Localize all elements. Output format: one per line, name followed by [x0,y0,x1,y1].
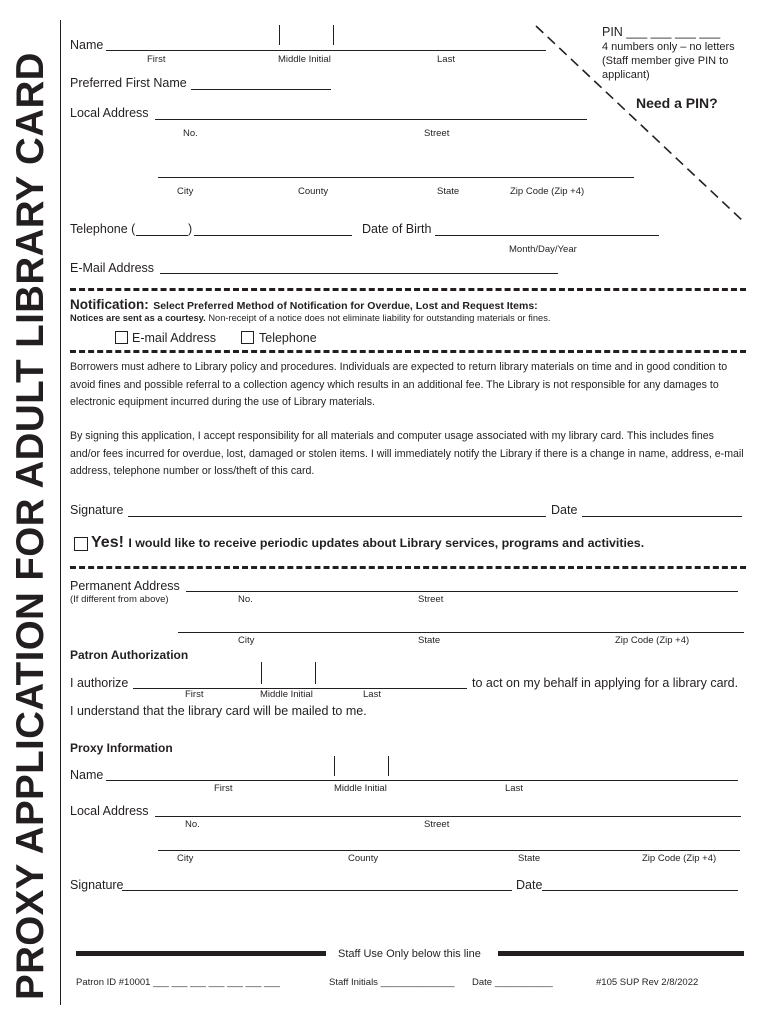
proxy-address-label: Local Address [70,804,149,818]
proxy-first-hint: First [214,783,233,794]
auth-last-hint: Last [363,689,381,700]
staff-initials-field[interactable]: Staff Initials ______________ [329,977,455,988]
telephone-paren: ) [188,222,193,236]
notification-title: Notification: [70,297,149,312]
courtesy-bold: Notices are sent as a courtesy. [70,313,206,323]
dob-hint: Month/Day/Year [509,244,577,255]
pin-hint-1: 4 numbers only – no letters [602,41,735,53]
section-divider [70,350,746,353]
proxy-zip-hint: Zip Code (Zip +4) [642,853,717,864]
proxy-name-label: Name [70,768,104,782]
city-hint: City [177,186,194,197]
telephone-label: Telephone ( [70,222,136,236]
notification-instruction: Select Preferred Method of Notification for Overdue, Lost and Request Items: [153,300,538,312]
updates-text: I would like to receive periodic updates about Library services, programs and activities. [128,536,645,550]
proxy-county-hint: County [348,853,379,864]
name-divider [279,25,280,45]
area-code-field[interactable] [136,235,188,236]
proxy-state-hint: State [518,853,541,864]
dob-label: Date of Birth [362,222,432,236]
signature-label: Signature [70,503,124,517]
county-hint: County [298,186,329,197]
behalf-text: to act on my behalf in applying for a library card. [472,676,739,690]
side-divider [60,20,61,1005]
permanent-address-label: Permanent Address [70,579,180,593]
updates-checkbox[interactable] [74,537,88,551]
patron-authorization-heading: Patron Authorization [70,648,189,662]
pin-label [602,25,720,39]
street-hint: Street [424,128,450,139]
section-divider [70,566,746,569]
zip-hint: Zip Code (Zip +4) [510,186,585,197]
proxy-date-label: Date [516,878,543,892]
no-hint: No. [183,128,198,139]
updates-yes: Yes! [91,534,124,551]
name-divider [315,662,316,684]
permanent-address-field[interactable] [186,591,738,592]
preferred-name-field[interactable] [191,89,331,90]
first-hint: First [147,54,166,65]
form-number: #105 SUP Rev 2/8/2022 [596,977,699,988]
updates-opt-in [91,534,644,552]
telephone-option-checkbox[interactable] [241,331,254,344]
patron-id-field[interactable]: Patron ID #10001 ___ ___ ___ ___ ___ ___ ___ [76,977,280,988]
mailed-statement: I understand that the library card will be mailed to me. [70,704,367,718]
policy-paragraph: Borrowers must adhere to Library policy and procedures. Individuals are expected to return library materials on time and in good condition to avoid fines and possible referral to a collection agency which results in an additional fee. The Library is not responsible for any damages to electronic equipment incurred during the use of Library materials. [70,361,728,408]
telephone-option-label: Telephone [259,331,317,345]
proxy-last-hint: Last [505,783,523,794]
signature-date-label: Date [551,503,578,517]
permanent-city-hint: City [238,635,255,646]
proxy-name-field[interactable] [106,780,738,781]
proxy-signature-label: Signature [70,878,124,892]
proxy-street-hint: Street [424,819,450,830]
name-divider [334,756,335,776]
dob-field[interactable] [435,235,659,236]
signature-date-field[interactable] [582,516,742,517]
name-label: Name [70,38,104,52]
proxy-date-field[interactable] [542,890,738,891]
permanent-zip-hint: Zip Code (Zip +4) [615,635,690,646]
need-pin-text: Need a PIN? [636,95,718,111]
authorize-label: I authorize [70,676,129,690]
email-option-label: E-mail Address [132,331,217,345]
proxy-city-field[interactable] [158,850,740,851]
pin-label-text: PIN [602,25,623,39]
state-hint: State [437,186,460,197]
name-divider [388,756,389,776]
auth-first-hint: First [185,689,204,700]
email-label: E-Mail Address [70,261,155,275]
proxy-no-hint: No. [185,819,200,830]
section-divider [70,288,746,291]
email-option-checkbox[interactable] [115,331,128,344]
last-hint: Last [437,54,455,65]
form-side-title: PROXY APPLICATION FOR ADULT LIBRARY CARD [9,52,52,1000]
middle-hint: Middle Initial [278,54,331,65]
permanent-state-hint: State [418,635,441,646]
staff-divider-left [76,951,326,956]
auth-middle-hint: Middle Initial [260,689,313,700]
pin-field[interactable]: ___ ___ ___ ___ [626,25,721,39]
proxy-address-field[interactable] [155,816,741,817]
permanent-no-hint: No. [238,594,253,605]
courtesy-note [70,313,550,323]
preferred-name-label: Preferred First Name [70,76,187,90]
pin-hint-3: applicant) [602,69,650,81]
pin-hint-2: (Staff member give PIN to [602,55,729,67]
name-divider [261,662,262,684]
permanent-address-hint: (If different from above) [70,594,169,605]
name-divider [333,25,334,45]
permanent-city-field[interactable] [178,632,744,633]
proxy-city-hint: City [177,853,194,864]
notification-heading [70,296,538,314]
local-address-field[interactable] [155,119,587,120]
proxy-middle-hint: Middle Initial [334,783,387,794]
local-address-label: Local Address [70,106,149,120]
name-field[interactable] [106,50,546,51]
courtesy-text: Non-receipt of a notice does not eliminate liability for outstanding materials or fines. [208,313,551,323]
staff-date-field[interactable]: Date ___________ [472,977,553,988]
proxy-information-heading: Proxy Information [70,741,173,755]
permanent-street-hint: Street [418,594,444,605]
staff-divider-right [498,951,744,956]
staff-use-heading: Staff Use Only below this line [338,948,481,960]
email-field[interactable] [160,273,558,274]
proxy-signature-field[interactable] [122,890,512,891]
signature-field[interactable] [128,516,546,517]
telephone-field[interactable] [194,235,352,236]
agreement-paragraph: By signing this application, I accept responsibility for all materials and computer usage associated with my library card. This includes fines and/or fees incurred for overdue, lost, damaged or stolen items. I will immediately notify the Library if there is a change in name, address, e-mail address, telephone number or loss/theft of this card. [70,430,744,477]
